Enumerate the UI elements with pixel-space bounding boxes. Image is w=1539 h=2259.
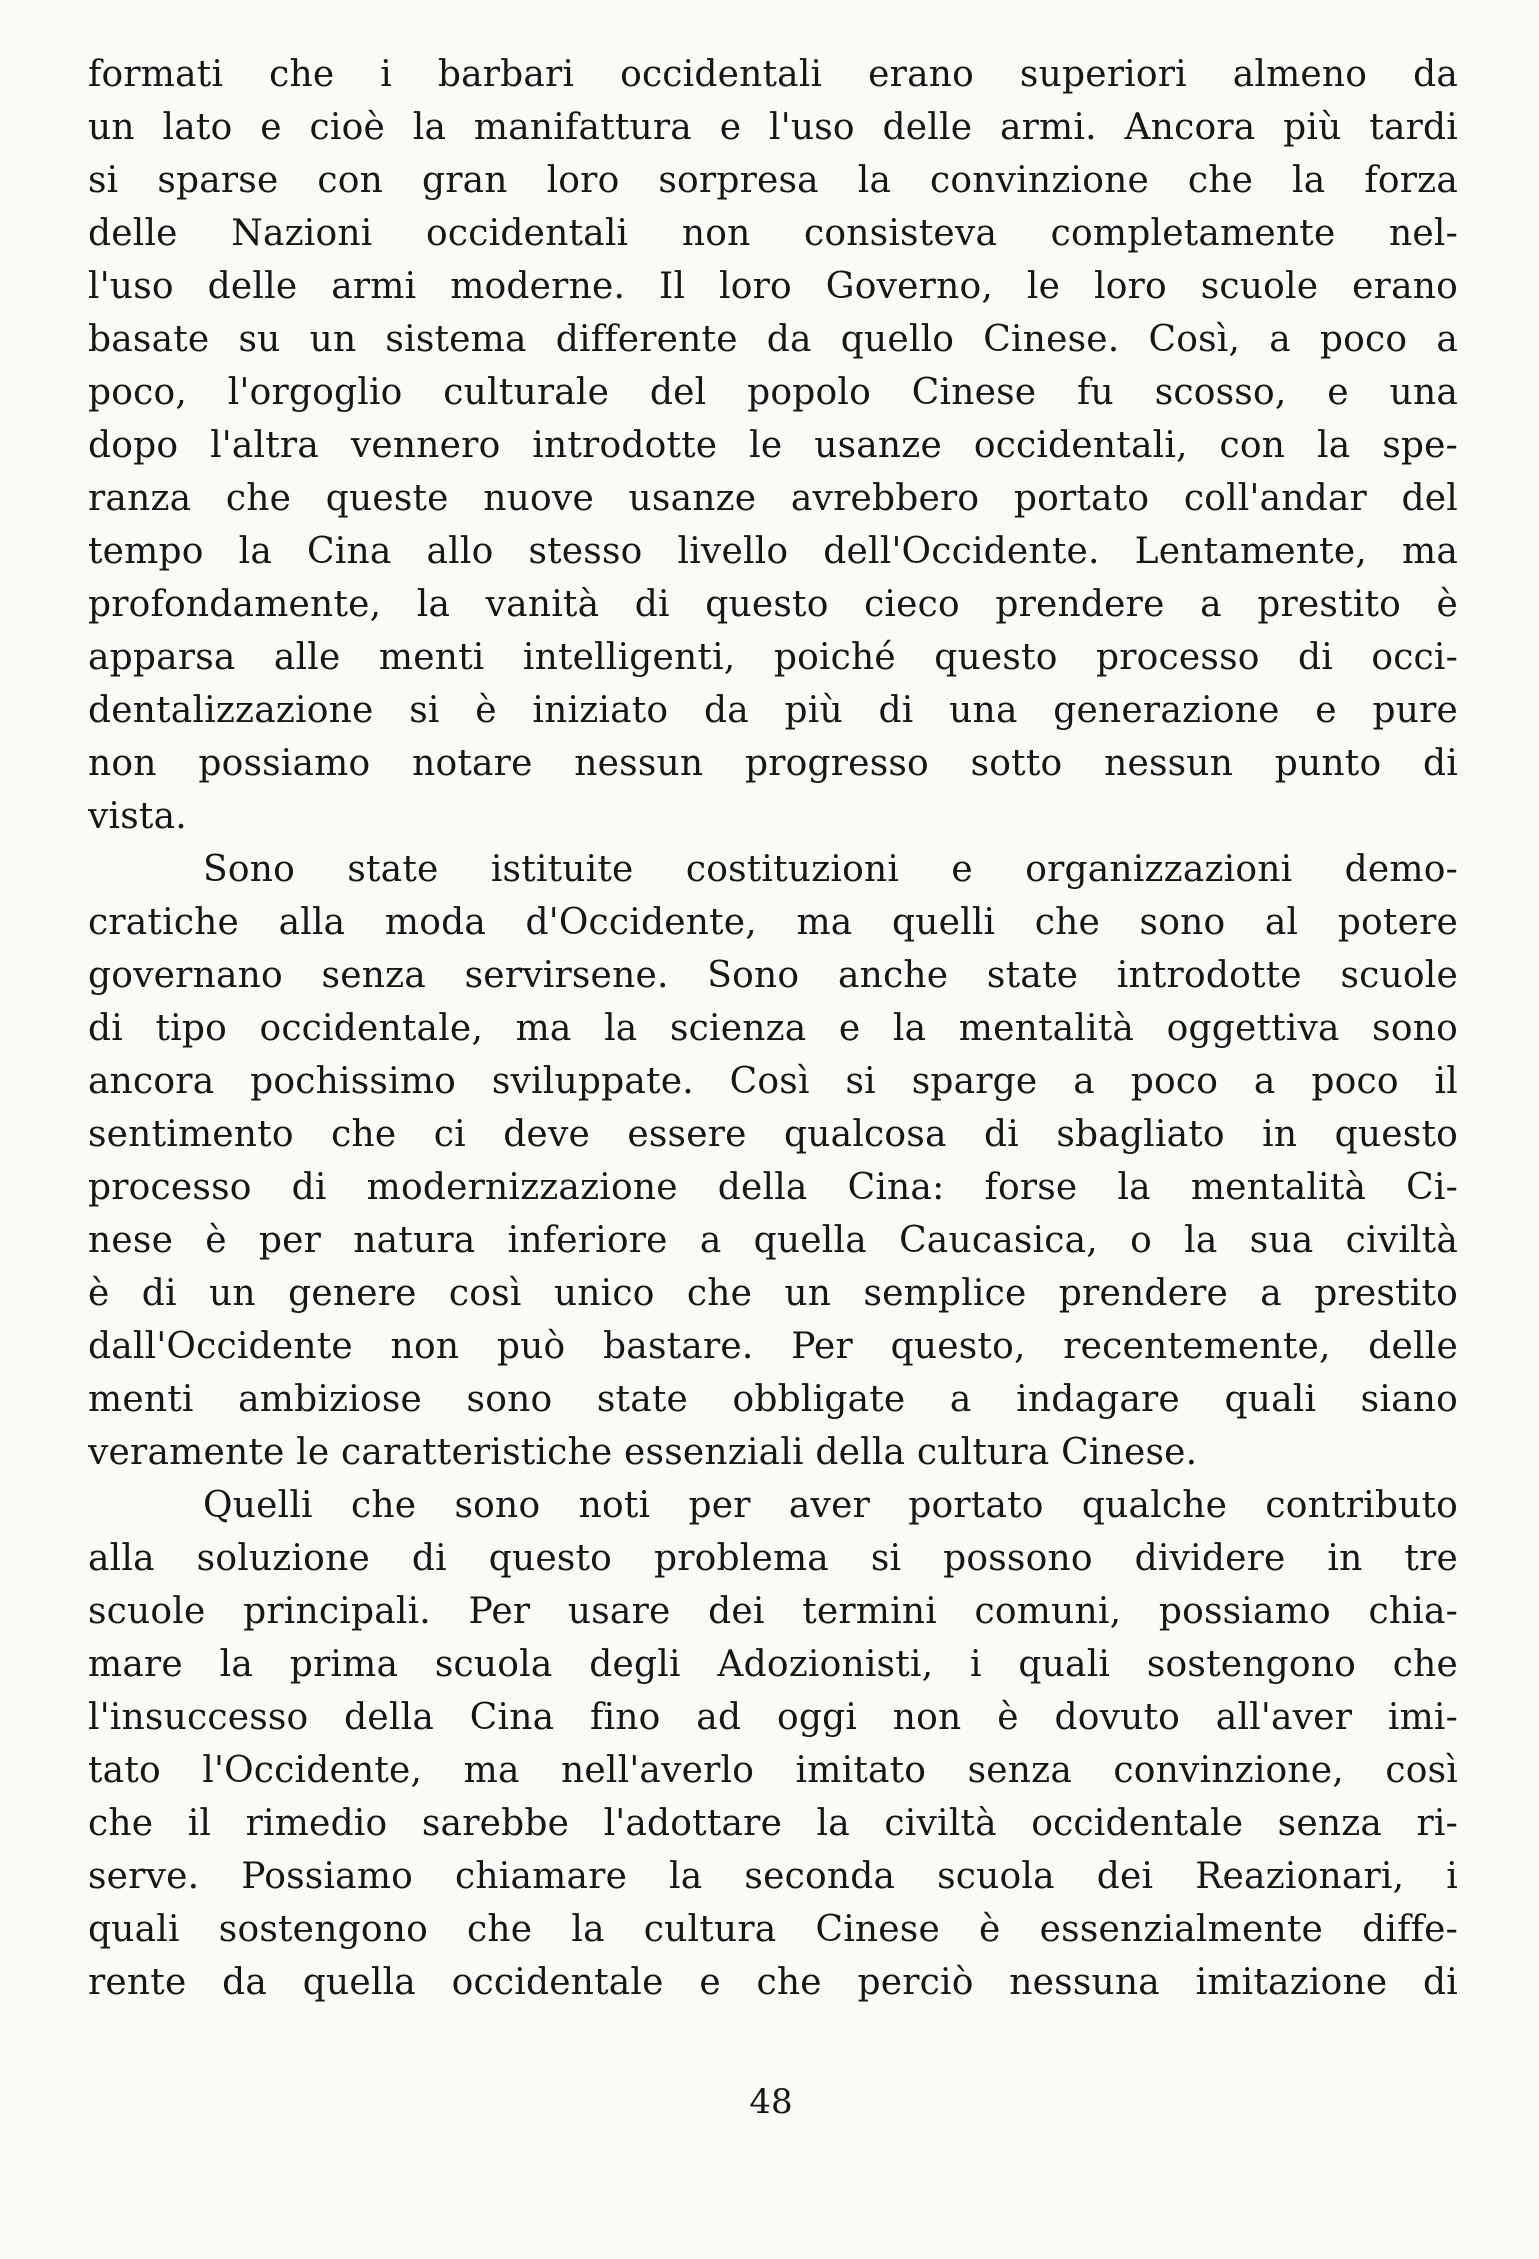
text-line: ranza che queste nuove usanze avrebbero portato coll'andar del [88,478,1458,519]
text-line: menti ambiziose sono state obbligate a indagare quali siano [88,1379,1458,1420]
text-line: processo di modernizzazione della Cina: forse la mentalità Ci- [88,1167,1458,1208]
text-line: rente da quella occidentale e che perciò nessuna imitazione di [88,1962,1458,2003]
text-line: non possiamo notare nessun progresso sotto nessun punto di [88,743,1458,784]
text-line: vista. [88,796,187,837]
paragraph [88,1479,1458,2009]
text-line: è di un genere così unico che un semplice prendere a prestito [88,1273,1458,1314]
text-line: si sparse con gran loro sorpresa la convinzione che la forza [88,160,1458,201]
text-line: dopo l'altra vennero introdotte le usanze occidentali, con la spe- [88,425,1458,466]
text-line: l'insuccesso della Cina fino ad oggi non è dovuto all'aver imi- [88,1697,1458,1738]
text-line: Sono state istituite costituzioni e organizzazioni demo- [203,849,1458,890]
text-line: dentalizzazione si è iniziato da più di una generazione e pure [88,690,1458,731]
text-line: tato l'Occidente, ma nell'averlo imitato senza convinzione, così [88,1750,1458,1791]
book-page [88,48,1458,2228]
text-line: delle Nazioni occidentali non consisteva completamente nel- [88,213,1458,254]
text-line: apparsa alle menti intelligenti, poiché questo processo di occi- [88,637,1458,678]
text-line: mare la prima scuola degli Adozionisti, i quali sostengono che [88,1644,1458,1685]
text-line: ancora pochissimo sviluppate. Così si sparge a poco a poco il [88,1061,1458,1102]
text-line: che il rimedio sarebbe l'adottare la civiltà occidentale senza ri- [88,1803,1458,1844]
text-line: serve. Possiamo chiamare la seconda scuola dei Reazionari, i [88,1856,1458,1897]
text-line: l'uso delle armi moderne. Il loro Governo, le loro scuole erano [88,266,1458,307]
text-line: profondamente, la vanità di questo cieco prendere a prestito è [88,584,1458,625]
text-line: alla soluzione di questo problema si possono dividere in tre [88,1538,1458,1579]
text-line: poco, l'orgoglio culturale del popolo Cinese fu scosso, e una [88,372,1458,413]
text-line: veramente le caratteristiche essenziali della cultura Cinese. [88,1432,1198,1473]
text-line: basate su un sistema differente da quello Cinese. Così, a poco a [88,319,1458,360]
text-line: governano senza servirsene. Sono anche state introdotte scuole [88,955,1458,996]
paragraph [88,843,1458,1479]
text-line: scuole principali. Per usare dei termini comuni, possiamo chia- [88,1591,1458,1632]
text-line: quali sostengono che la cultura Cinese è essenzialmente diffe- [88,1909,1458,1950]
body-text [88,48,1458,2009]
text-line: nese è per natura inferiore a quella Caucasica, o la sua civiltà [88,1220,1458,1261]
text-line: un lato e cioè la manifattura e l'uso delle armi. Ancora più tardi [88,107,1458,148]
text-line: di tipo occidentale, ma la scienza e la mentalità oggettiva sono [88,1008,1458,1049]
page-number: 48 [749,2082,793,2122]
paragraph [88,48,1458,843]
text-line: Quelli che sono noti per aver portato qualche contributo [203,1485,1458,1526]
text-line: sentimento che ci deve essere qualcosa di sbagliato in questo [88,1114,1458,1155]
text-line: tempo la Cina allo stesso livello dell'Occidente. Lentamente, ma [88,531,1458,572]
text-line: dall'Occidente non può bastare. Per questo, recentemente, delle [88,1326,1458,1367]
text-line: cratiche alla moda d'Occidente, ma quelli che sono al potere [88,902,1458,943]
text-line: formati che i barbari occidentali erano superiori almeno da [88,54,1458,95]
